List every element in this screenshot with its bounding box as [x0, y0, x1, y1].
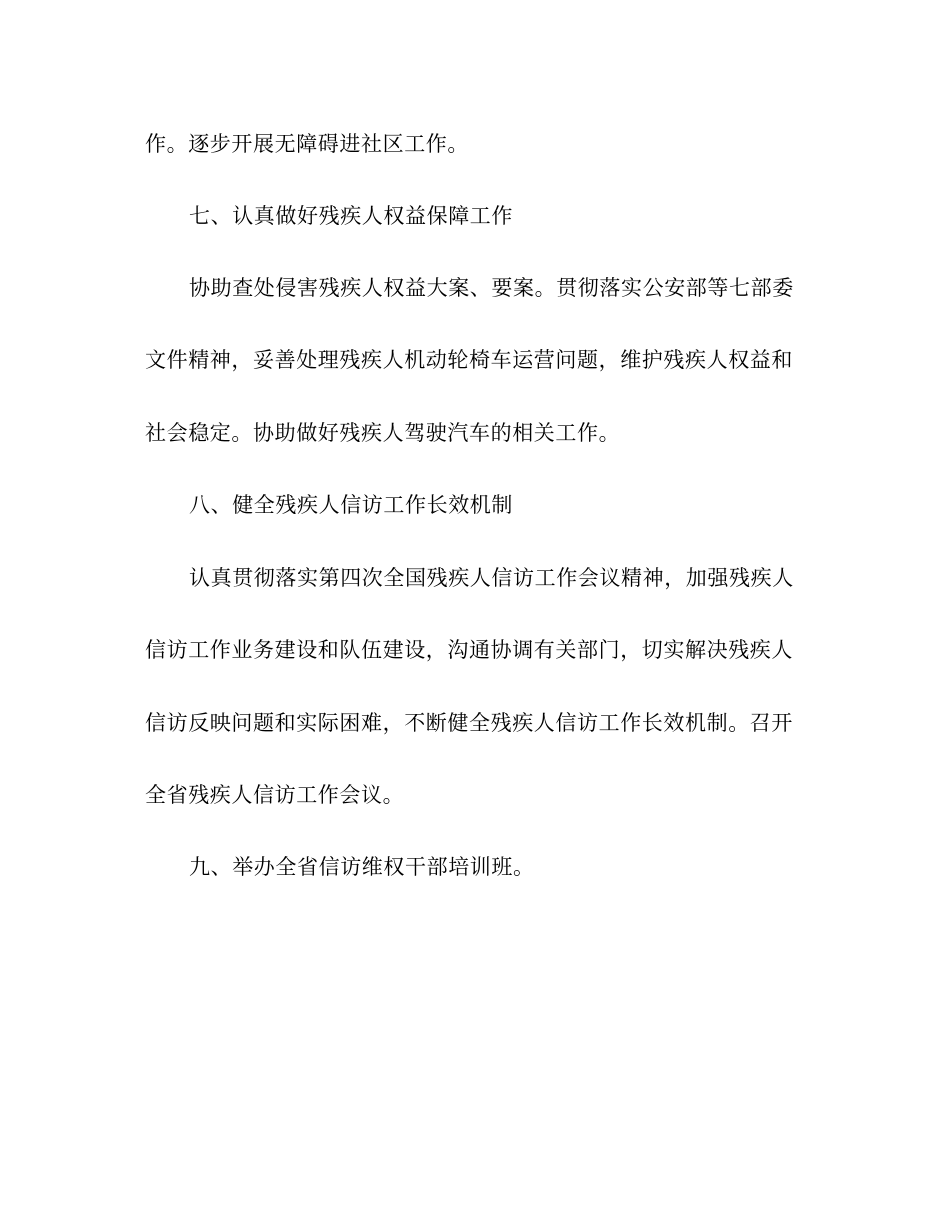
section-heading: 九、举办全省信访维权干部培训班。	[189, 855, 535, 879]
text-line: 全省残疾人信访工作会议。	[145, 783, 405, 807]
text-line: 作。逐步开展无障碍进社区工作。	[145, 132, 469, 156]
text-line: 信访反映问题和实际困难，不断健全残疾人信访工作长效机制。召开	[145, 711, 793, 735]
text-line: 信访工作业务建设和队伍建设，沟通协调有关部门，切实解决残疾人	[145, 638, 793, 662]
text-line: 文件精神，妥善处理残疾人机动轮椅车运营问题，维护残疾人权益和	[145, 348, 793, 372]
section-heading: 七、认真做好残疾人权益保障工作	[189, 204, 513, 228]
text-line: 认真贯彻落实第四次全国残疾人信访工作会议精神，加强残疾人	[189, 566, 794, 590]
section-heading: 八、健全残疾人信访工作长效机制	[189, 493, 513, 517]
text-line: 社会稳定。协助做好残疾人驾驶汽车的相关工作。	[145, 421, 621, 445]
text-line: 协助查处侵害残疾人权益大案、要案。贯彻落实公安部等七部委	[189, 276, 794, 300]
